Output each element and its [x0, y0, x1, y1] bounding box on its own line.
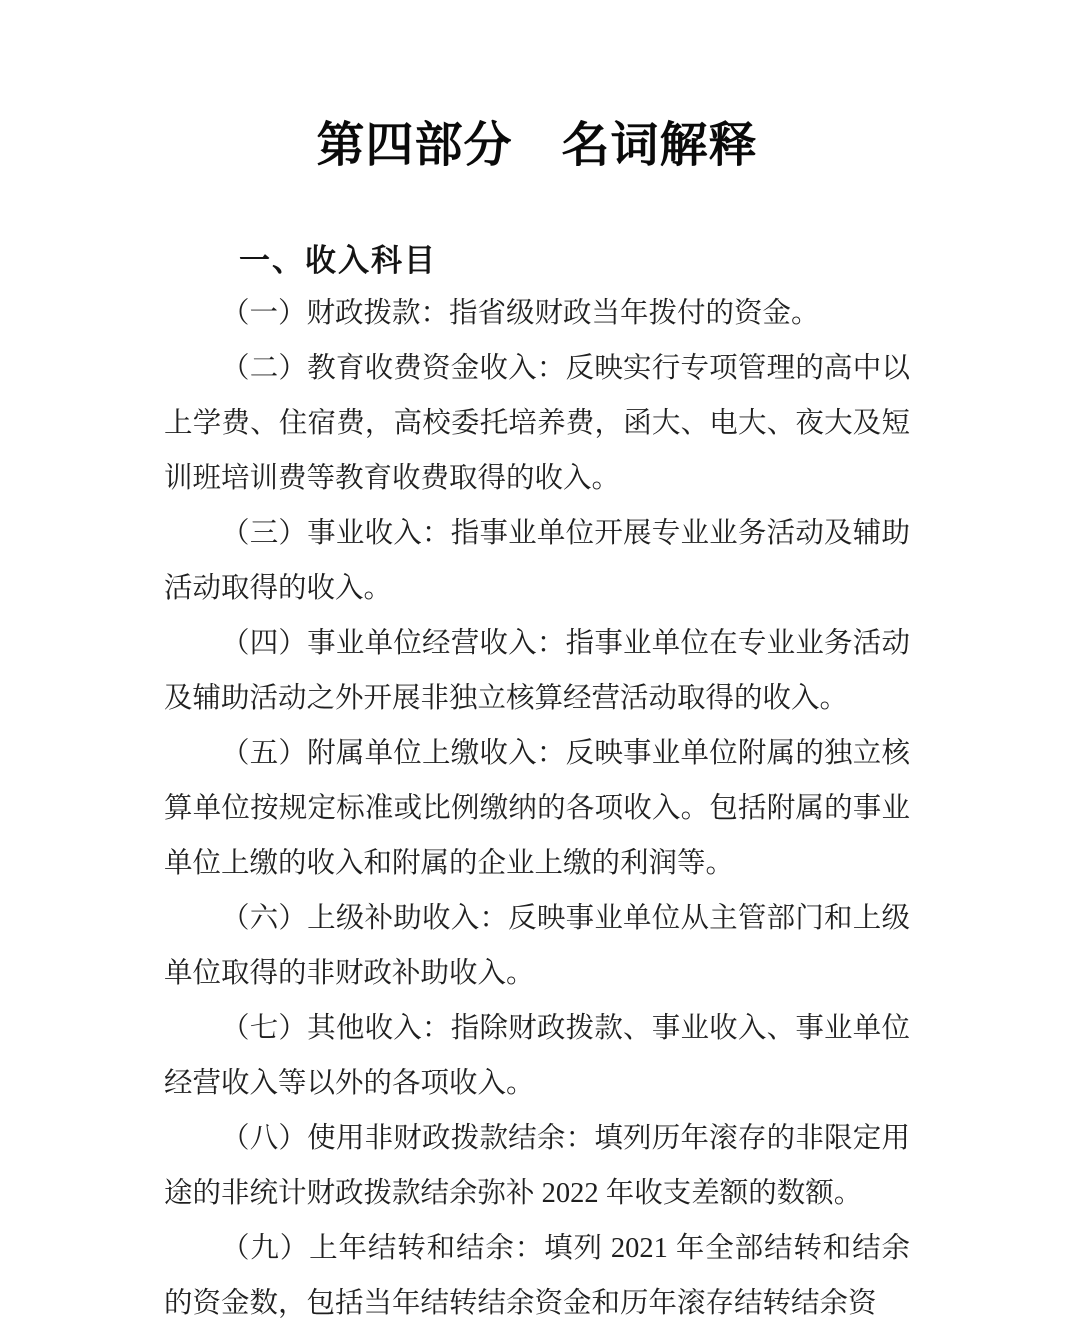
paragraph-prior-year-carryover: （九）上年结转和结余：填列 2021 年全部结转和结余的资金数，包括当年结转结余资金和历年滚存结转结余资 [164, 1233, 910, 1319]
paragraph-other-income: （七）其他收入：指除财政拨款、事业收入、事业单位经营收入等以外的各项收入。 [164, 1013, 910, 1099]
paragraph-fiscal-appropriation: （一）财政拨款：指省级财政当年拨付的资金。 [221, 298, 820, 329]
paragraph-education-fee-income: （二）教育收费资金收入：反映实行专项管理的高中以上学费、住宿费，高校委托培养费，函大、电大、夜大及短训班培训费等教育收费取得的收入。 [164, 353, 910, 494]
paragraph-non-fiscal-balance-usage: （八）使用非财政拨款结余：填列历年滚存的非限定用途的非统计财政拨款结余弥补 2022 年收支差额的数额。 [164, 1123, 910, 1209]
page-title: 第四部分 名词解释 [316, 119, 758, 172]
document-body [2, 242, 1072, 1330]
paragraph-superior-subsidy-income: （六）上级补助收入：反映事业单位从主管部门和上级单位取得的非财政补助收入。 [164, 903, 910, 989]
paragraph-institution-operating-income: （四）事业单位经营收入：指事业单位在专业业务活动及辅助活动之外开展非独立核算经营活动取得的收入。 [164, 628, 910, 714]
section-heading-income-subjects: 一、收入科目 [239, 243, 437, 278]
paragraph-affiliated-unit-remittance: （五）附属单位上缴收入：反映事业单位附属的独立核算单位按规定标准或比例缴纳的各项收入。包括附属的事业单位上缴的收入和附属的企业上缴的利润等。 [164, 738, 910, 879]
paragraph-institution-income: （三）事业收入：指事业单位开展专业业务活动及辅助活动取得的收入。 [164, 518, 910, 604]
